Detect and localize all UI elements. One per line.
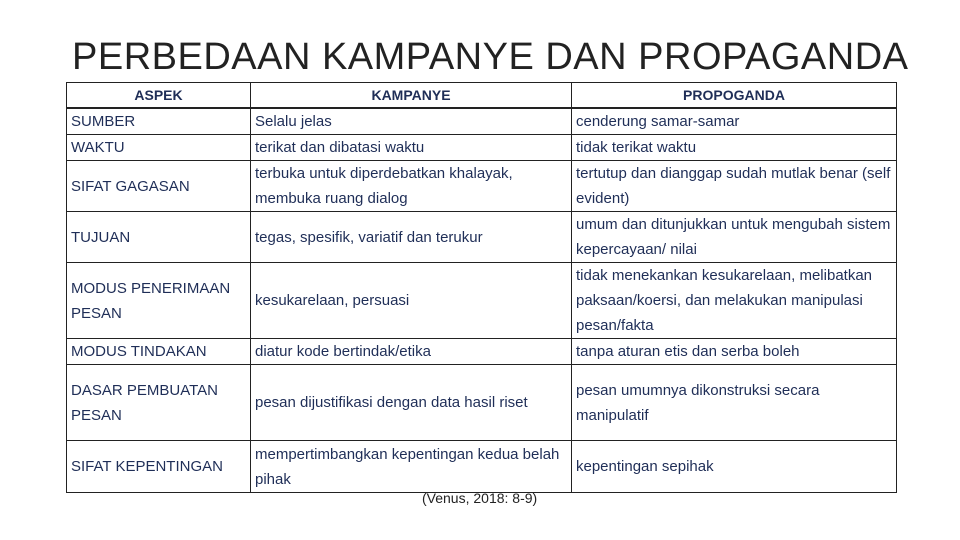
table-row xyxy=(67,441,897,493)
aspek-cell: SIFAT KEPENTINGAN xyxy=(67,441,251,493)
propaganda-cell: tidak menekankan kesukarelaan, melibatkan paksaan/koersi, dan melakukan manipulasi pesan/fakta xyxy=(572,263,897,339)
kampanye-cell: diatur kode bertindak/etika xyxy=(251,339,572,365)
kampanye-cell: kesukarelaan, persuasi xyxy=(251,263,572,339)
table-row xyxy=(67,339,897,365)
propaganda-cell: tidak terikat waktu xyxy=(572,135,897,161)
slide-title: PERBEDAAN KAMPANYE DAN PROPAGANDA xyxy=(72,36,909,78)
table-row xyxy=(67,212,897,263)
header-propaganda: PROPOGANDA xyxy=(572,83,897,109)
propaganda-cell: tertutup dan dianggap sudah mutlak benar (self evident) xyxy=(572,161,897,212)
propaganda-cell: umum dan ditunjukkan untuk mengubah sistem kepercayaan/ nilai xyxy=(572,212,897,263)
aspek-cell: SUMBER xyxy=(67,108,251,135)
table-row xyxy=(67,135,897,161)
kampanye-cell: terbuka untuk diperdebatkan khalayak, membuka ruang dialog xyxy=(251,161,572,212)
propaganda-cell: kepentingan sepihak xyxy=(572,441,897,493)
kampanye-cell: terikat dan dibatasi waktu xyxy=(251,135,572,161)
aspek-cell: SIFAT GAGASAN xyxy=(67,161,251,212)
propaganda-cell: pesan umumnya dikonstruksi secara manipulatif xyxy=(572,365,897,441)
table-header-row xyxy=(67,83,897,109)
table-row xyxy=(67,108,897,135)
kampanye-cell: pesan dijustifikasi dengan data hasil riset xyxy=(251,365,572,441)
kampanye-cell: tegas, spesifik, variatif dan terukur xyxy=(251,212,572,263)
aspek-cell: TUJUAN xyxy=(67,212,251,263)
propaganda-cell: tanpa aturan etis dan serba boleh xyxy=(572,339,897,365)
table-row xyxy=(67,365,897,441)
propaganda-cell: cenderung samar-samar xyxy=(572,108,897,135)
table-row xyxy=(67,263,897,339)
aspek-cell: WAKTU xyxy=(67,135,251,161)
kampanye-cell: Selalu jelas xyxy=(251,108,572,135)
comparison-table-container xyxy=(66,82,896,493)
aspek-cell: MODUS TINDAKAN xyxy=(67,339,251,365)
header-aspek: ASPEK xyxy=(67,83,251,109)
comparison-table xyxy=(66,82,897,493)
aspek-cell: MODUS PENERIMAAN PESAN xyxy=(67,263,251,339)
aspek-cell: DASAR PEMBUATAN PESAN xyxy=(67,365,251,441)
table-row xyxy=(67,161,897,212)
kampanye-cell: mempertimbangkan kepentingan kedua belah pihak xyxy=(251,441,572,493)
citation: (Venus, 2018: 8-9) xyxy=(422,490,538,506)
header-kampanye: KAMPANYE xyxy=(251,83,572,109)
